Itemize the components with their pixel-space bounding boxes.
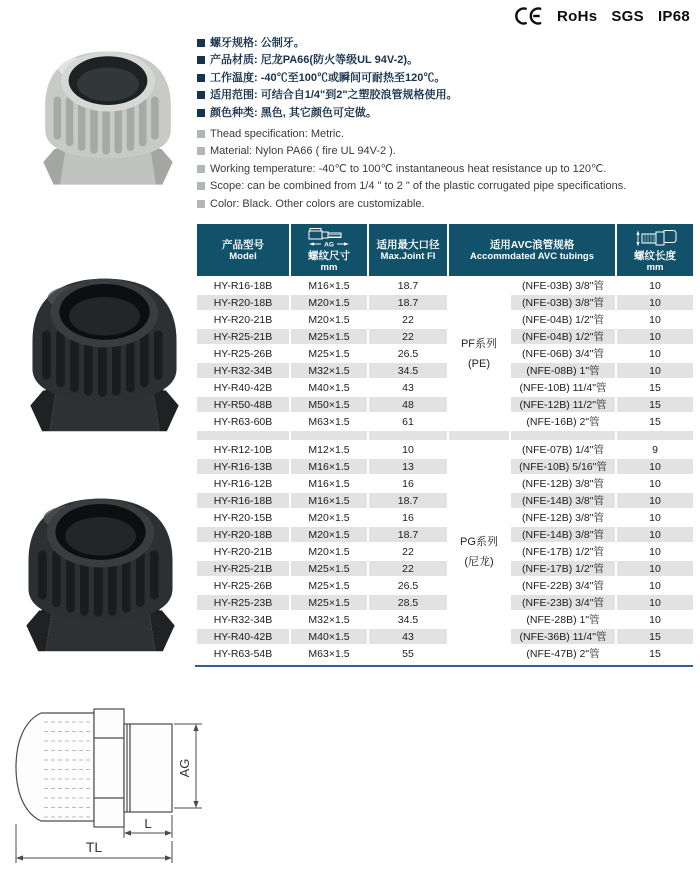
avc-tubing-cell: (NFE-07B) 1/4"管	[510, 441, 616, 458]
thread-length-cell: 10	[616, 277, 694, 294]
table-row	[196, 509, 694, 526]
header-thread-length: 螺纹长度 mm	[616, 223, 694, 277]
thread-length-cell: 15	[616, 628, 694, 645]
bullet-text: 工作温度: -40℃至100℃或瞬间可耐热至120℃。	[210, 71, 446, 84]
avc-tubing-cell: (NFE-06B) 3/4"管	[510, 345, 616, 362]
bullet-square-icon	[197, 56, 205, 64]
ce-mark-icon	[514, 6, 543, 26]
table-row	[196, 594, 694, 611]
technical-drawing	[8, 688, 213, 873]
thread-length-cell: 10	[616, 577, 694, 594]
series-group-cell: PG系列 (尼龙)	[448, 441, 510, 662]
dimension-label-l: L	[144, 816, 152, 831]
separator-row	[196, 430, 694, 441]
thread-length-cell: 10	[616, 509, 694, 526]
thread-length-cell: 10	[616, 345, 694, 362]
table-row	[196, 560, 694, 577]
thread-size-cell: M32×1.5	[290, 362, 368, 379]
bullet-item	[197, 107, 695, 124]
max-joint-cell: 43	[368, 379, 448, 396]
thread-length-icon	[632, 227, 678, 249]
thread-length-cell: 10	[616, 311, 694, 328]
thread-length-cell: 15	[616, 645, 694, 662]
thread-size-cell: M50×1.5	[290, 396, 368, 413]
avc-tubing-cell: (NFE-03B) 3/8"管	[510, 294, 616, 311]
bullet-item	[197, 72, 695, 89]
model-cell: HY-R32-34B	[196, 362, 290, 379]
max-joint-cell: 26.5	[368, 577, 448, 594]
spec-table-body	[196, 277, 694, 662]
bullet-text: 螺牙规格: 公制牙。	[210, 37, 305, 49]
thread-size-cell: M63×1.5	[290, 645, 368, 662]
thread-length-cell: 10	[616, 560, 694, 577]
bullet-item	[197, 180, 695, 197]
bullet-square-icon	[197, 109, 205, 117]
table-row	[196, 362, 694, 379]
max-joint-cell: 10	[368, 441, 448, 458]
product-photo-black-gland-1	[12, 270, 197, 442]
max-joint-cell: 48	[368, 396, 448, 413]
thread-length-cell: 10	[616, 611, 694, 628]
model-cell: HY-R16-18B	[196, 492, 290, 509]
avc-tubing-cell: (NFE-47B) 2"管	[510, 645, 616, 662]
avc-tubing-cell: (NFE-14B) 3/8"管	[510, 492, 616, 509]
thread-size-cell: M25×1.5	[290, 345, 368, 362]
max-joint-cell: 55	[368, 645, 448, 662]
bullet-square-icon	[197, 182, 205, 190]
max-joint-cell: 13	[368, 458, 448, 475]
separator-cell	[196, 430, 290, 441]
thread-size-cell: M16×1.5	[290, 277, 368, 294]
separator-cell	[510, 430, 616, 441]
thread-length-cell: 9	[616, 441, 694, 458]
dimension-label-tl: TL	[85, 839, 103, 855]
separator-cell	[290, 430, 368, 441]
header-max-joint: 适用最大口径 Max.Joint Fl	[368, 223, 448, 277]
table-row	[196, 458, 694, 475]
bullet-square-icon	[197, 39, 205, 47]
header-avc-tubings: 适用AVC浪管规格 Accommdated AVC tubings	[448, 223, 616, 277]
table-row	[196, 645, 694, 662]
bullet-item	[197, 128, 695, 145]
model-cell: HY-R16-12B	[196, 475, 290, 492]
bullet-text: Scope: can be combined from 1/4 " to 2 " of the plastic corrugated pipe specifications.	[210, 180, 627, 193]
thread-length-cell: 15	[616, 396, 694, 413]
thread-length-cell: 10	[616, 526, 694, 543]
model-cell: HY-R63-60B	[196, 413, 290, 430]
table-header-row	[196, 223, 694, 277]
table-row	[196, 345, 694, 362]
bullet-text: Working temperature: -40℃ to 100℃ instantaneous heat resistance up to 120℃.	[210, 162, 607, 175]
avc-tubing-cell: (NFE-03B) 3/8"管	[510, 277, 616, 294]
thread-length-cell: 10	[616, 594, 694, 611]
max-joint-cell: 18.7	[368, 526, 448, 543]
model-cell: HY-R12-10B	[196, 441, 290, 458]
thread-size-icon	[306, 227, 352, 249]
thread-size-cell: M16×1.5	[290, 458, 368, 475]
table-row	[196, 277, 694, 294]
max-joint-cell: 22	[368, 560, 448, 577]
bullet-list-en	[197, 128, 695, 215]
avc-tubing-cell: (NFE-10B) 11/4"管	[510, 379, 616, 396]
thread-size-cell: M20×1.5	[290, 526, 368, 543]
svg-text:AG: AG	[324, 241, 334, 249]
header-model: 产品型号 Model	[196, 223, 290, 277]
thread-size-cell: M25×1.5	[290, 577, 368, 594]
product-photo-gray-gland	[28, 44, 188, 194]
table-accent-line	[195, 665, 693, 667]
model-cell: HY-R16-18B	[196, 277, 290, 294]
cert-label-ip68: IP68	[657, 7, 690, 25]
table-row	[196, 294, 694, 311]
bullet-square-icon	[197, 130, 205, 138]
table-row	[196, 379, 694, 396]
model-cell: HY-R20-21B	[196, 543, 290, 560]
thread-length-cell: 10	[616, 362, 694, 379]
avc-tubing-cell: (NFE-36B) 11/4"管	[510, 628, 616, 645]
model-cell: HY-R50-48B	[196, 396, 290, 413]
bullet-text: Material: Nylon PA66 ( fire UL 94V-2 ).	[210, 145, 396, 158]
max-joint-cell: 16	[368, 509, 448, 526]
thread-size-cell: M25×1.5	[290, 594, 368, 611]
max-joint-cell: 26.5	[368, 345, 448, 362]
table-row	[196, 526, 694, 543]
avc-tubing-cell: (NFE-17B) 1/2"管	[510, 543, 616, 560]
table-row	[196, 628, 694, 645]
bullet-square-icon	[197, 91, 205, 99]
thread-length-cell: 15	[616, 413, 694, 430]
dimension-label-ag: AG	[177, 758, 192, 778]
bullet-text: Color: Black. Other colors are customizable.	[210, 197, 425, 210]
bullet-square-icon	[197, 147, 205, 155]
avc-tubing-cell: (NFE-17B) 1/2"管	[510, 560, 616, 577]
bullet-square-icon	[197, 74, 205, 82]
model-cell: HY-R40-42B	[196, 628, 290, 645]
model-cell: HY-R16-13B	[196, 458, 290, 475]
thread-length-cell: 10	[616, 475, 694, 492]
table-row	[196, 611, 694, 628]
avc-tubing-cell: (NFE-22B) 3/4"管	[510, 577, 616, 594]
bullet-item	[197, 198, 695, 215]
avc-tubing-cell: (NFE-14B) 3/8"管	[510, 526, 616, 543]
separator-cell	[616, 430, 694, 441]
max-joint-cell: 18.7	[368, 294, 448, 311]
bullet-text: 适用范围: 可结合自1/4"到2"之塑胶浪管规格使用。	[210, 89, 458, 102]
avc-tubing-cell: (NFE-16B) 2"管	[510, 413, 616, 430]
model-cell: HY-R25-26B	[196, 577, 290, 594]
avc-tubing-cell: (NFE-04B) 1/2"管	[510, 328, 616, 345]
max-joint-cell: 16	[368, 475, 448, 492]
separator-cell	[368, 430, 448, 441]
bullet-item	[197, 163, 695, 180]
bullet-list-zh	[197, 37, 695, 124]
bullet-square-icon	[197, 165, 205, 173]
series-group-cell: PF系列 (PE)	[448, 277, 510, 430]
thread-size-cell: M32×1.5	[290, 611, 368, 628]
thread-size-cell: M63×1.5	[290, 413, 368, 430]
bullet-item	[197, 145, 695, 162]
table-row	[196, 475, 694, 492]
max-joint-cell: 34.5	[368, 611, 448, 628]
avc-tubing-cell: (NFE-08B) 1"管	[510, 362, 616, 379]
max-joint-cell: 18.7	[368, 277, 448, 294]
thread-size-cell: M25×1.5	[290, 560, 368, 577]
thread-size-cell: M40×1.5	[290, 379, 368, 396]
bullet-item	[197, 89, 695, 106]
avc-tubing-cell: (NFE-23B) 3/4"管	[510, 594, 616, 611]
spec-table	[195, 222, 695, 663]
cert-label-sgs: SGS	[611, 7, 644, 25]
table-row	[196, 543, 694, 560]
product-photo-black-gland-2	[8, 490, 193, 662]
model-cell: HY-R20-21B	[196, 311, 290, 328]
max-joint-cell: 22	[368, 311, 448, 328]
avc-tubing-cell: (NFE-10B) 5/16"管	[510, 458, 616, 475]
max-joint-cell: 22	[368, 328, 448, 345]
cert-label-rohs: RoHs	[556, 7, 598, 25]
thread-length-cell: 10	[616, 294, 694, 311]
table-row	[196, 311, 694, 328]
thread-length-cell: 10	[616, 492, 694, 509]
avc-tubing-cell: (NFE-12B) 3/8"管	[510, 475, 616, 492]
table-row	[196, 396, 694, 413]
thread-size-cell: M16×1.5	[290, 475, 368, 492]
max-joint-cell: 61	[368, 413, 448, 430]
thread-length-cell: 10	[616, 458, 694, 475]
max-joint-cell: 22	[368, 543, 448, 560]
thread-size-cell: M40×1.5	[290, 628, 368, 645]
avc-tubing-cell: (NFE-28B) 1"管	[510, 611, 616, 628]
thread-size-cell: M20×1.5	[290, 509, 368, 526]
thread-size-cell: M16×1.5	[290, 492, 368, 509]
header-thread-size: AG 螺纹尺寸 mm	[290, 223, 368, 277]
thread-size-cell: M12×1.5	[290, 441, 368, 458]
thread-length-cell: 10	[616, 543, 694, 560]
avc-tubing-cell: (NFE-12B) 3/8"管	[510, 509, 616, 526]
table-row	[196, 492, 694, 509]
bullet-text: Thead specification: Metric.	[210, 128, 344, 140]
bullet-item	[197, 54, 695, 71]
model-cell: HY-R63-54B	[196, 645, 290, 662]
max-joint-cell: 43	[368, 628, 448, 645]
separator-cell	[448, 430, 510, 441]
table-row	[196, 577, 694, 594]
model-cell: HY-R25-26B	[196, 345, 290, 362]
thread-length-cell: 10	[616, 328, 694, 345]
bullet-text: 颜色种类: 黑色, 其它颜色可定做。	[210, 106, 377, 119]
table-row	[196, 441, 694, 458]
max-joint-cell: 18.7	[368, 492, 448, 509]
thread-size-cell: M25×1.5	[290, 328, 368, 345]
max-joint-cell: 34.5	[368, 362, 448, 379]
model-cell: HY-R25-21B	[196, 560, 290, 577]
bullet-item	[197, 37, 695, 54]
thread-size-cell: M20×1.5	[290, 543, 368, 560]
bullet-text: 产品材质: 尼龙PA66(防火等级UL 94V-2)。	[210, 54, 419, 67]
bullet-square-icon	[197, 200, 205, 208]
table-row	[196, 413, 694, 430]
thread-size-cell: M20×1.5	[290, 311, 368, 328]
model-cell: HY-R32-34B	[196, 611, 290, 628]
model-cell: HY-R20-18B	[196, 526, 290, 543]
model-cell: HY-R25-23B	[196, 594, 290, 611]
thread-size-cell: M20×1.5	[290, 294, 368, 311]
max-joint-cell: 28.5	[368, 594, 448, 611]
model-cell: HY-R25-21B	[196, 328, 290, 345]
thread-length-cell: 15	[616, 379, 694, 396]
model-cell: HY-R20-15B	[196, 509, 290, 526]
avc-tubing-cell: (NFE-04B) 1/2"管	[510, 311, 616, 328]
table-row	[196, 328, 694, 345]
model-cell: HY-R40-42B	[196, 379, 290, 396]
certification-bar	[514, 6, 690, 26]
model-cell: HY-R20-18B	[196, 294, 290, 311]
avc-tubing-cell: (NFE-12B) 11/2"管	[510, 396, 616, 413]
